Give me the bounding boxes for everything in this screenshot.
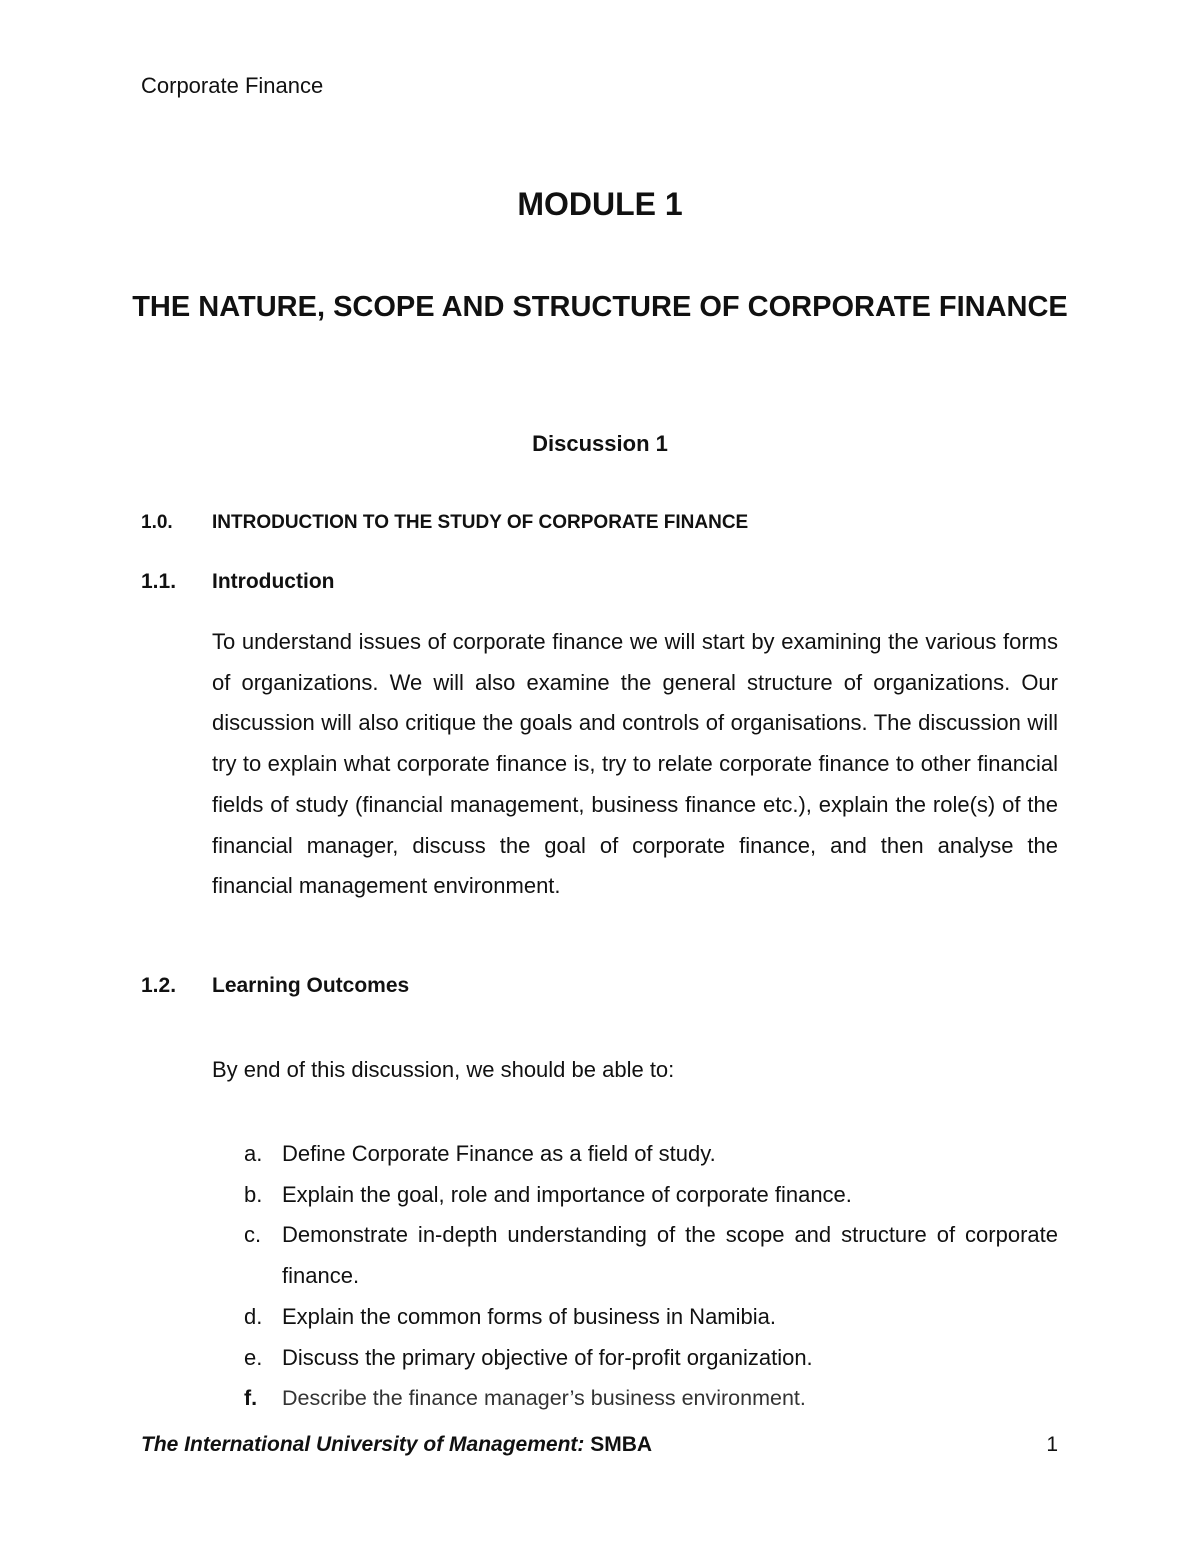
list-marker: e. <box>244 1344 263 1370</box>
list-item <box>244 1297 1058 1338</box>
list-marker: d. <box>244 1303 263 1329</box>
discussion-label: Discussion 1 <box>532 431 668 456</box>
list-marker: a. <box>244 1141 263 1166</box>
section-title: Introduction <box>212 570 335 593</box>
document-title: THE NATURE, SCOPE AND STRUCTURE OF CORPORATE FINANCE <box>132 291 1068 323</box>
page-footer <box>141 1430 652 1460</box>
list-item <box>244 1338 1058 1379</box>
learning-outcomes-lead-in: By end of this discussion, we should be able to: <box>212 1057 675 1082</box>
section-heading-1-1 <box>141 567 334 597</box>
section-title: Learning Outcomes <box>212 974 410 997</box>
section-heading-1-2 <box>141 971 409 1001</box>
list-item-text: Describe the finance manager’s business environment. <box>282 1386 806 1411</box>
footer-institution: The International University of Management: <box>141 1433 585 1456</box>
section-number: 1.1. <box>141 570 177 593</box>
learning-outcomes-list <box>244 1134 1058 1419</box>
page-number: 1 <box>1046 1433 1058 1456</box>
list-item-text: Discuss the primary objective of for-profit organization. <box>282 1344 813 1370</box>
list-marker: c. <box>244 1222 262 1248</box>
list-item <box>244 1134 1058 1175</box>
section-heading-1-0 <box>141 508 748 538</box>
section-number: 1.2. <box>141 974 177 997</box>
footer-programme: SMBA <box>590 1433 653 1456</box>
list-item <box>244 1378 1058 1419</box>
list-item-text: Define Corporate Finance as a field of study. <box>282 1141 716 1166</box>
module-title: MODULE 1 <box>517 186 683 222</box>
list-item <box>244 1215 1058 1296</box>
section-number: 1.0. <box>141 512 173 533</box>
running-header: Corporate Finance <box>141 73 324 98</box>
list-item-text: Explain the common forms of business in Namibia. <box>282 1303 776 1329</box>
list-marker: f. <box>244 1386 258 1411</box>
list-item-text: Explain the goal, role and importance of corporate finance. <box>282 1181 852 1207</box>
section-title: INTRODUCTION TO THE STUDY OF CORPORATE FINANCE <box>212 512 749 533</box>
list-item-text: Demonstrate in-depth understanding of the scope and structure of corporate finance. <box>282 1222 1058 1289</box>
list-marker: b. <box>244 1181 263 1207</box>
list-item <box>244 1175 1058 1216</box>
introduction-paragraph: To understand issues of corporate finance we will start by examining the various forms of organizations. We will also examine the general structure of organizations. Our discussion will also critique the goals and controls of organisations. The discussion will try to explain what corporate finance is, try to relate corporate finance to other financial fields of study (financial management, business finance etc.), explain the role(s) of the financial manager, discuss the goal of corporate finance, and then analyse the financial management environment. <box>212 629 1058 899</box>
